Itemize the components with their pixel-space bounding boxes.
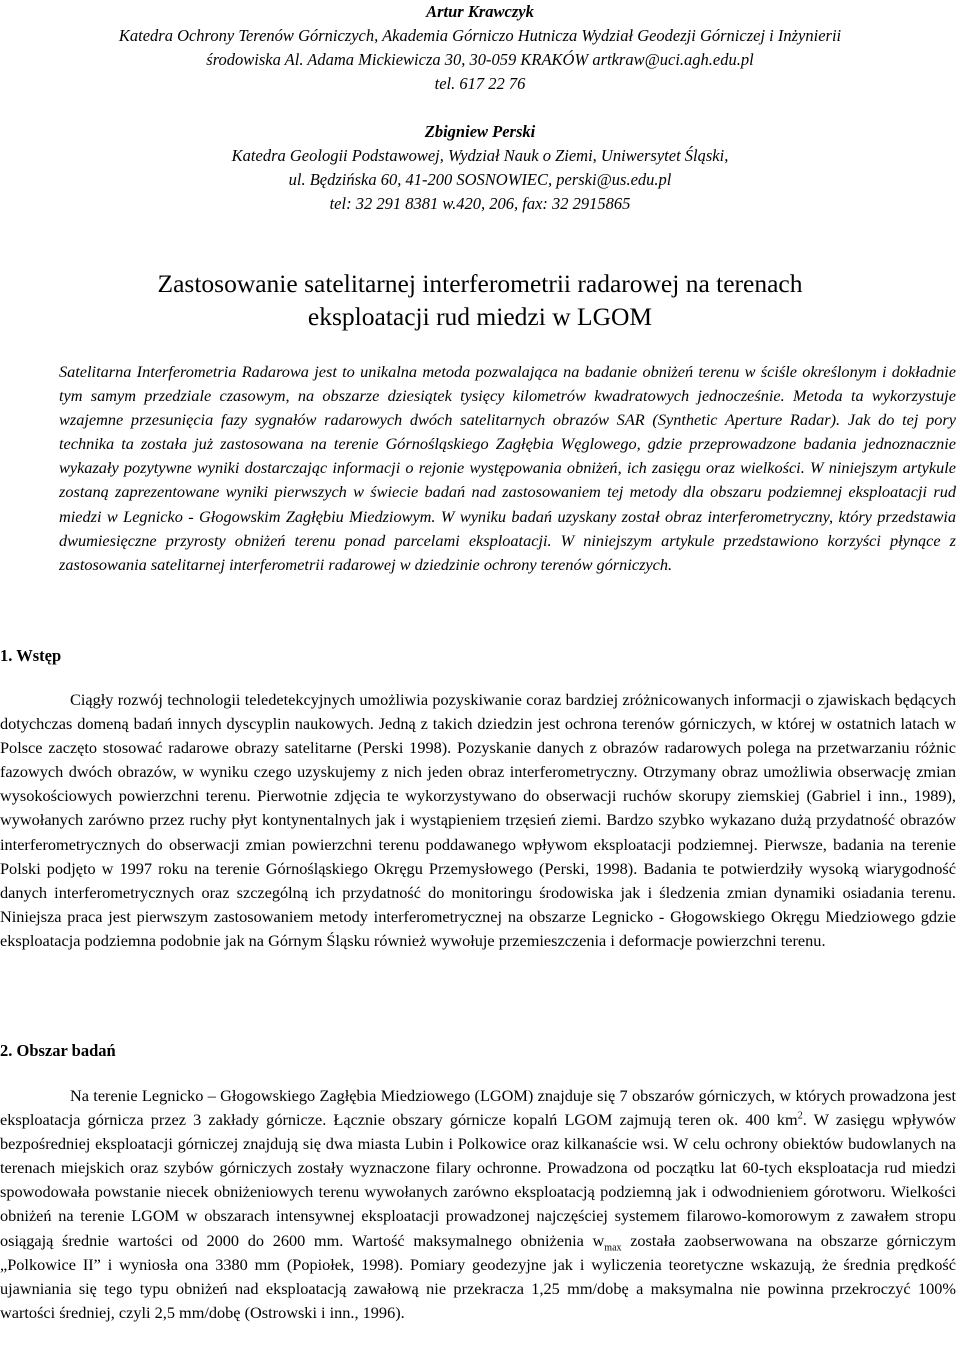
abstract: Satelitarna Interferometria Radarowa jest to unikalna metoda pozwalająca na badanie obniżeń terenu w ściśle określonym i dokładnie tym samym przedziale czasowym, na obszarze dziesiątek tysięcy kilometrów kwadratowych jednocześnie. Metoda ta wykorzystuje wzajemne przesunięcia fazy sygnałów radarowych dwóch satelitarnych obrazów SAR (Synthetic Aperture Radar). Jak do tej pory technika ta została już zastosowana na terenie Górnośląskiego Zagłębia Węglowego, gdzie przeprowadzone badania jednoznacznie wykazały pozytywne wyniki dostarczając informacji o rejonie występowania obniżeń, ich zasięgu oraz wielkości. W niniejszym artykule zostaną zaprezentowane wyniki pierwszych w świecie badań nad zastosowaniem tej metody dla obszaru podziemnej eksploatacji rud miedzi w Legnicko - Głogowskim Zagłębiu Miedziowym. W wyniku badań uzyskany został obraz interferometryczny, który przedstawia dwumiesięczne przyrosty obniżeń terenu ponad parcelami eksploatacji. W niniejszym artykule przedstawiono korzyści płynące z zastosowania satelitarnej interferometrii radarowej w dziedzinie ochrony terenów górniczych. (59, 362, 956, 574)
subscript-max: max (604, 1241, 622, 1253)
author-affiliation-1: Katedra Ochrony Terenów Górniczych, Akademia Górniczo Hutnicza Wydział Geodezji Górniczej i Inżynierii (118, 26, 842, 45)
section-introduction-body (0, 688, 956, 953)
paragraph-text-b: . W zasięgu wpływów bezpośredniej eksploatacji górniczej znajdują się dwa miasta Lubin i Polkowice oraz kilkanaście wsi. W celu ochrony obiektów budowlanych na terenach miejskich oraz szybów górniczych zostały wyznaczone filary ochronne. Prowadzona od początku lat 60-tych eksploatacja rud miedzi spowodowała powstanie niecek obniżeniowych terenu wywołanych zarówno eksploatacją podziemną jak i odwodnieniem górotworu. Wielkości obniżeń na terenie LGOM w obszarach intensywnej eksploatacji prowadzonej najczęściej systemem filarowo-komorowym z zawałem stropu osiągają średnie wartości od 2000 do 2600 mm. Wartość maksymalnego obniżenia w (0, 1110, 956, 1250)
author-affiliation-2-address: ul. Będzińska 60, 41-200 SOSNOWIEC, perski@us.edu.pl (288, 170, 672, 189)
paper-title (0, 267, 960, 333)
section-study-area-body (0, 1084, 956, 1325)
paragraph-text-c: została zaobserwowana na obszarze górniczym „Polkowice II” i wyniosła ona 3380 mm (Popiołek, 1998). Pomiary geodezyjne jak i wyliczenia teoretyczne wskazują, że średnia prędkość ujawniania się tego typu obniżeń nad eksploatacją zawałową nie przekracza 1,25 mm/dobę a maksymalna nie powinna przekroczyć 100% wartości średniej, czyli 2,5 mm/dobę (Ostrowski i inn., 1996). (0, 1230, 956, 1322)
author-affiliation-1-address: środowiska Al. Adama Mickiewicza 30, 30-059 KRAKÓW artkraw@uci.agh.edu.pl (206, 50, 754, 69)
section-heading-introduction: 1. Wstęp (0, 646, 62, 665)
paper-title-line-1: Zastosowanie satelitarnej interferometrii radarowej na terenach (157, 269, 803, 298)
author-name-1: Artur Krawczyk (426, 2, 534, 21)
author-phone-1: tel. 617 22 76 (434, 74, 526, 93)
author-affiliation-2: Katedra Geologii Podstawowej, Wydział Nauk o Ziemi, Uniwersytet Śląski, (231, 146, 729, 165)
author-block (0, 0, 960, 216)
paragraph (0, 1084, 956, 1325)
paragraph-text-a: Na terenie Legnicko – Głogowskiego Zagłębia Miedziowego (LGOM) znajduje się 7 obszarów górniczych, w których prowadzona jest eksploatacja górnicza przez 3 zakłady górnicze. Łącznie obszary górnicze kopalń LGOM zajmują teren ok. 400 km (0, 1086, 956, 1130)
paper-title-line-2: eksploatacji rud miedzi w LGOM (307, 302, 653, 331)
paragraph: Ciągły rozwój technologii teledetekcyjnych umożliwia pozyskiwanie coraz bardziej zróżnicowanych informacji o zjawiskach będących dotychczas domeną badań innych dyscyplin naukowych. Jedną z takich dziedzin jest ochrona terenów górniczych, w której w ostatnich latach w Polsce zaczęto stosować radarowe obrazy satelitarne (Perski 1998). Pozyskanie danych z obrazów radarowych polega na przetwarzaniu różnic fazowych dwóch obrazów, w wyniku czego uzyskujemy z nich jeden obraz interferometryczny. Otrzymany obraz umożliwia obserwację zmian wysokościowych powierzchni terenu. Pierwotnie zdjęcia te wykorzystywano do obserwacji ruchów skorupy ziemskiej (Gabriel i inn., 1989), wywołanych zarówno przez ruchy płyt kontynentalnych jak i wystąpieniem trzęsień ziemi. Bardzo szybko wykazano dużą przydatność obrazów interferometrycznych do obserwacji zmian powierzchni terenu poddawanego wpływom eksploatacji podziemnej. Pierwsze, badania na terenie Polski podjęto w 1997 roku na terenie Górnośląskiego Okręgu Przemysłowego (Perski, 1998). Badania te potwierdziły wysoką wiarygodność danych interferometrycznych oraz szczególną ich przydatność do monitoringu środowiska jak i śledzenia zmian dynamiki osiadania terenu. Niniejsza praca jest pierwszym zastosowaniem metody interferometrycznej na obszarze Legnicko - Głogowskiego Okręgu Miedziowego gdzie eksploatacja podziemna podobnie jak na Górnym Śląsku również wywołuje przemieszczenia i deformacje powierzchni terenu. (0, 690, 956, 950)
author-name-2: Zbigniew Perski (424, 122, 536, 141)
author-phone-2: tel: 32 291 8381 w.420, 206, fax: 32 2915865 (329, 194, 631, 213)
section-heading-study-area: 2. Obszar badań (0, 1041, 116, 1060)
superscript-2: 2 (797, 1110, 803, 1122)
